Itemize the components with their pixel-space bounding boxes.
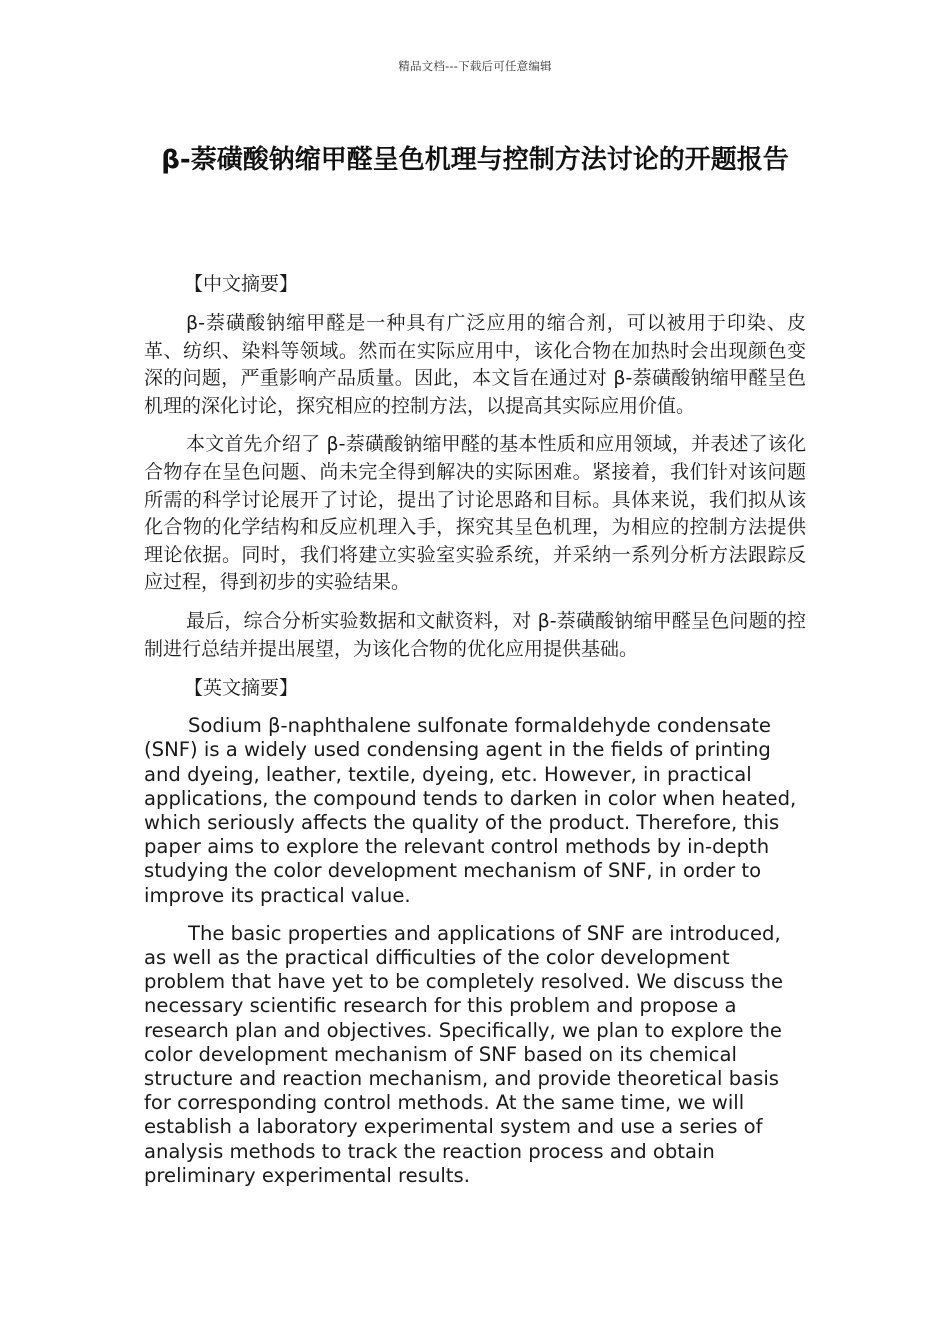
chinese-abstract-heading: 【中文摘要】 [184,273,299,295]
chinese-abstract-paragraph-1: β-萘磺酸钠缩甲醛是一种具有广泛应用的缩合剂，可以被用于印染、皮革、纺织、染料等领域。然而在实际应用中，该化合物在加热时会出现颜色变深的问题，严重影响产品质量。因此，本文旨在通过对 β-萘磺酸钠缩甲醛呈色机理的深化讨论，探究相应的控制方法，以提高其实际应用价值。 [144,312,806,417]
english-abstract-paragraph-1: Sodium β-naphthalene sulfonate formaldehyde condensate (SNF) is a widely used condensing agent in the fields of printing and dyeing, leather, textile, dyeing, etc. However, in practical applications, the compound tends to darken in color when heated, which seriously affects the quality of the product. Therefore, this paper aims to explore the relevant control methods by in-depth studying the color development mechanism of SNF, in order to improve its practical value. [144,714,797,907]
page-header-note: 精品文档---下载后可任意编辑 [398,59,552,73]
english-abstract-paragraph-2: The basic properties and applications of SNF are introduced, as well as the practical difficulties of the color development problem that have yet to be completely resolved. We discuss the necessary scientific research for this problem and propose a research plan and objectives. Specifically, we plan to explore the color development mechanism of SNF based on its chemical structure and reaction mechanism, and provide theoretical basis for corresponding control methods. At the same time, we will establish a laboratory experimental system and use a series of analysis methods to track the reaction process and obtain preliminary experimental results. [144,921,784,1187]
document-body [144,270,806,1202]
chinese-abstract-paragraph-3: 最后，综合分析实验数据和文献资料，对 β-萘磺酸钠缩甲醛呈色问题的控制进行总结并提出展望，为该化合物的优化应用提供基础。 [144,609,806,660]
chinese-abstract-paragraph-2: 本文首先介绍了 β-萘磺酸钠缩甲醛的基本性质和应用领域，并表述了该化合物存在呈色问题、尚未完全得到解决的实际困难。紧接着，我们针对该问题所需的科学讨论展开了讨论，提出了讨论思路和目标。具体来说，我们拟从该化合物的化学结构和反应机理入手，探究其呈色机理，为相应的控制方法提供理论依据。同时，我们将建立实验室实验系统，并采纳一系列分析方法跟踪反应过程，得到初步的实验结果。 [144,433,806,594]
english-abstract-heading: 【英文摘要】 [184,677,299,700]
document-title: β-萘磺酸钠缩甲醛呈色机理与控制方法讨论的开题报告 [161,145,789,175]
